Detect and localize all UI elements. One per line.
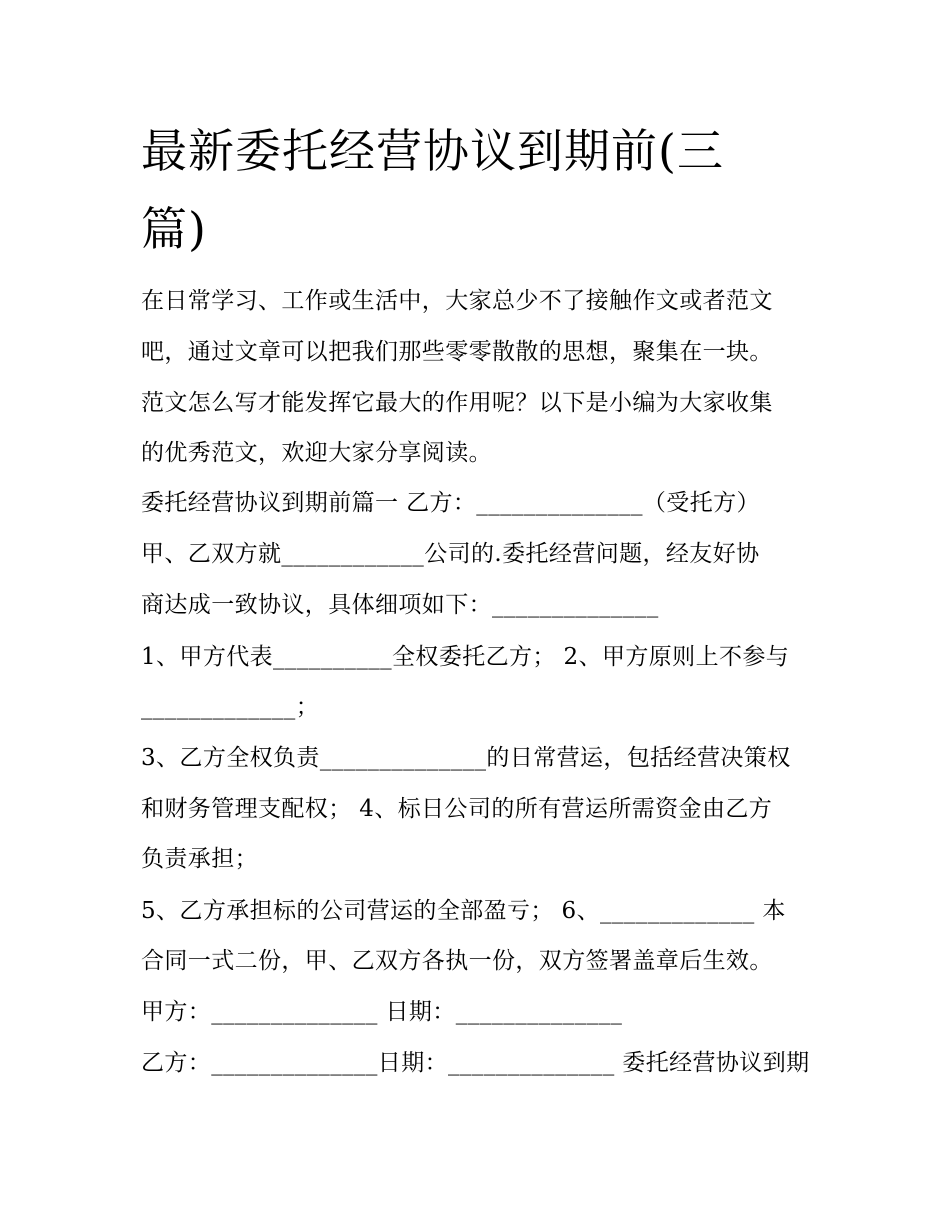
section-heading-line: 委托经营协议到期前篇一 乙方：______________（受托方） [141, 490, 760, 516]
document-title [141, 112, 821, 268]
clause-3-4-line: 和财务管理支配权； 4、标日公司的所有营运所需资金由乙方 [141, 796, 773, 822]
body-line-2: 吧，通过文章可以把我们那些零零散散的思想，聚集在一块。 [141, 339, 773, 365]
party-a-signature-line: 甲方：______________ 日期：______________ [141, 999, 623, 1025]
body-line-4: 的优秀范文，欢迎大家分享阅读。 [141, 440, 492, 466]
clause-5-6-line: 5、乙方承担标的公司营运的全部盈亏； 6、_____________ 本 [141, 898, 786, 924]
body-line-1: 在日常学习、工作或生活中，大家总少不了接触作文或者范文 [141, 288, 773, 314]
party-b-signature-line: 乙方：______________日期：______________ 委托经营协议到期 [141, 1050, 810, 1076]
body-line-7: 商达成一致协议，具体细项如下：______________ [141, 592, 659, 618]
clause-1-2-line: 1、甲方代表__________全权委托乙方； 2、甲方原则上不参与 [141, 644, 790, 670]
title-line-1: 最新委托经营协议到期前(三 [141, 124, 724, 178]
title-line-2: 篇) [141, 202, 207, 256]
clause-3-line: 3、乙方全权负责______________的日常营运，包括经营决策权 [141, 745, 791, 771]
body-line-6: 甲、乙双方就____________公司的.委托经营问题，经友好协 [141, 541, 760, 567]
clause-4-end-line: 负责承担； [141, 846, 258, 872]
contract-copies-line: 合同一式二份，甲、乙双方各执一份，双方签署盖章后生效。 [141, 948, 773, 974]
body-line-3: 范文怎么写才能发挥它最大的作用呢？以下是小编为大家收集 [141, 390, 773, 416]
clause-2-blank-line: _____________； [141, 694, 320, 720]
